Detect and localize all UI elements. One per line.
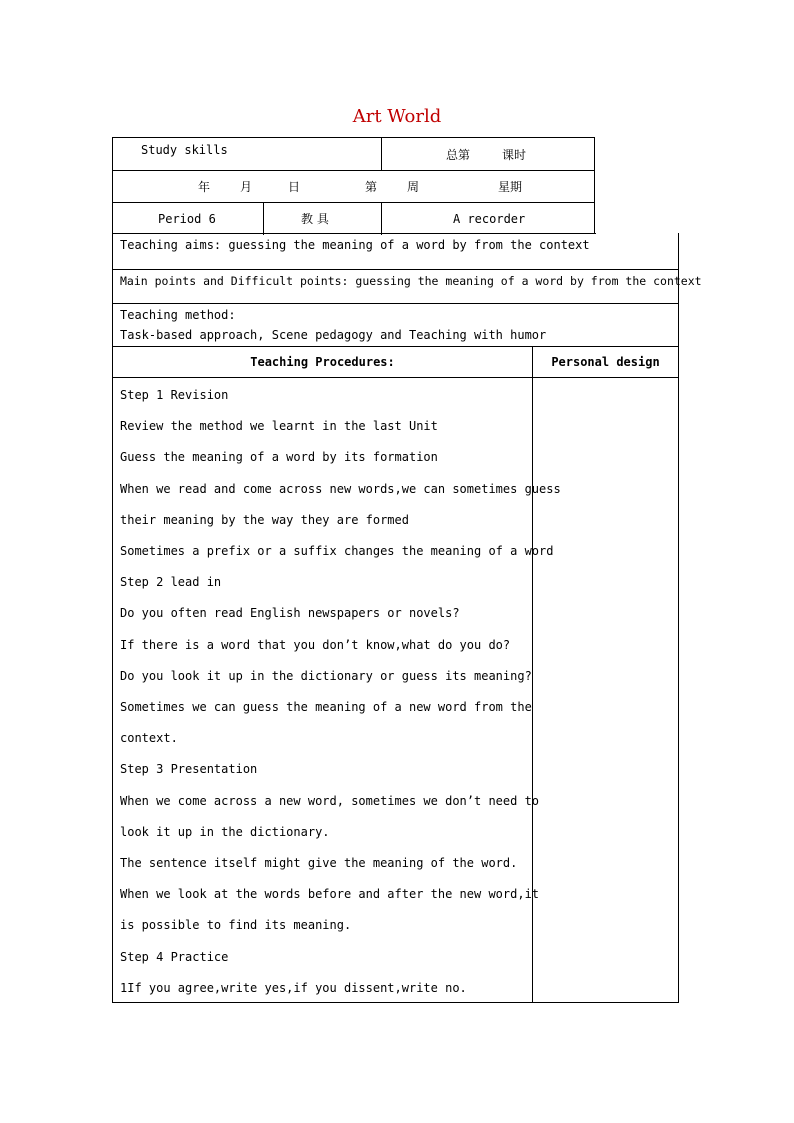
procedure-line: If there is a word that you don’t know,what do you do? [120, 637, 511, 652]
procedure-line: Step 2 lead in [120, 575, 222, 590]
header-table [112, 137, 595, 234]
period-cell: Period 6 [158, 212, 216, 226]
procedure-line: their meaning by the way they are formed [120, 512, 409, 527]
procedure-line: Step 3 Presentation [120, 762, 258, 777]
procedure-line: The sentence itself might give the meaning of the word. [120, 856, 518, 870]
aids-value: A recorder [453, 212, 526, 226]
procedure-line: Guess the meaning of a word by its formation [120, 450, 438, 465]
procedure-line: Step 4 Practice [120, 949, 229, 964]
main-points: Main points and Difficult points: guessing the meaning of a word by from the context [120, 274, 702, 288]
procedure-line: When we look at the words before and after the new word,it [120, 887, 540, 902]
procedure-line: Step 1 Revision [120, 388, 229, 402]
week-di-label: 第 [365, 180, 378, 194]
procedure-line: Do you often read English newspapers or novels? [120, 606, 460, 621]
weekday-label: 星期 [498, 180, 523, 194]
teaching-aims: Teaching aims: guessing the meaning of a word by from the context [120, 238, 590, 252]
procedure-line: Review the method we learnt in the last Unit [120, 419, 438, 434]
procedure-line: context. [120, 731, 178, 746]
teaching-method-label: Teaching method: [120, 308, 236, 322]
procedure-line: Do you look it up in the dictionary or guess its meaning? [120, 668, 532, 683]
procedure-line: is possible to find its meaning. [120, 918, 352, 933]
document-title: Art World [352, 106, 442, 127]
aids-label: 教 具 [301, 212, 329, 226]
date-day-label: 日 [288, 180, 301, 194]
lesson-unit-label: 课时 [502, 148, 527, 162]
procedures-header: Teaching Procedures: [250, 355, 395, 369]
procedure-line: look it up in the dictionary. [120, 824, 330, 839]
procedure-line: 1If you agree,write yes,if you dissent,write no. [120, 980, 467, 995]
procedure-line: Sometimes a prefix or a suffix changes the meaning of a word [120, 544, 554, 558]
topic-cell: Study skills [141, 143, 228, 157]
procedure-line: When we read and come across new words,we can sometimes guess [120, 481, 561, 496]
date-year-label: 年 [198, 180, 211, 194]
week-zhou-label: 周 [407, 180, 420, 194]
personal-design-header: Personal design [551, 355, 660, 369]
date-month-label: 月 [240, 180, 253, 194]
teaching-method-value: Task-based approach, Scene pedagogy and Teaching with humor [120, 328, 547, 342]
procedure-line: Sometimes we can guess the meaning of a new word from the [120, 700, 532, 714]
main-table [112, 233, 702, 1003]
lesson-total-label: 总第 [446, 148, 471, 162]
procedure-line: When we come across a new word, sometimes we don’t need to [120, 793, 540, 808]
